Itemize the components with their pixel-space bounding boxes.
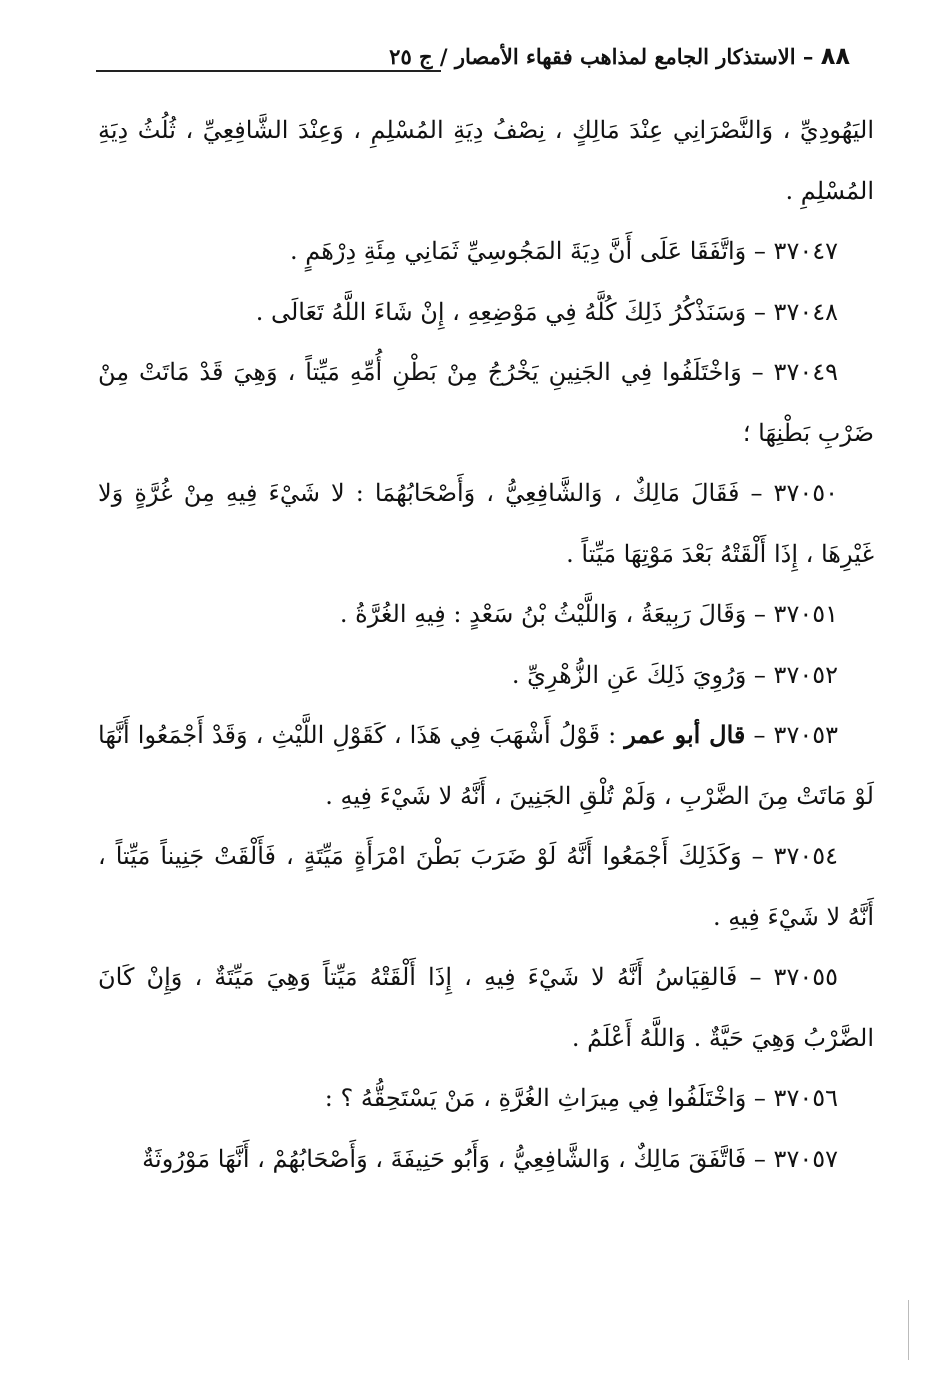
paragraph-37054: ٣٧٠٥٤ – وَكَذَلِكَ أَجْمَعُوا أَنَّهُ لَوْ ضَرَبَ بَطْنَ امْرَأَةٍ مَيِّتَةٍ ، فَأَلْقَتْ جَنِيناً مَيِّتاً ، أَنَّهُ لا شَيْءَ فِيهِ . — [98, 842, 874, 931]
header-rule — [96, 70, 441, 72]
paragraph-text: وَاخْتَلَفُوا فِي مِيرَاثِ الغُرَّةِ ، مَنْ يَسْتَحِقُّهُ ؟ : — [324, 1084, 747, 1112]
paragraph-number: ٣٧٠٥٠ — [773, 479, 838, 507]
paragraph-37053: ٣٧٠٥٣ – قال أبو عمر : قَوْلُ أَشْهَبَ فِي هَذَا ، كَقَوْلِ اللَّيْثِ ، وَقَدْ أَجْمَعُوا أَنَّهَا لَوْ مَاتَتْ مِنَ الضَّرْبِ ، وَلَمْ تُلْقِ الجَنِينَ ، أَنَّهُ لا شَيْءَ فِيهِ . — [98, 720, 874, 810]
paragraph-number: ٣٧٠٥٤ — [773, 842, 838, 870]
main-text — [98, 100, 874, 1189]
paragraph-number: ٣٧٠٤٧ — [773, 237, 838, 265]
paragraph-continuation — [98, 100, 874, 221]
paragraph-text: وَقَالَ رَبِيعَةُ ، وَاللَّيْثُ بْنُ سَعْدٍ : فِيهِ الغُرَّةُ . — [339, 600, 747, 628]
paragraph-text: وَسَنَذْكُرُ ذَلِكَ كُلَّهُ فِي مَوْضِعِهِ ، إِنْ شَاءَ اللَّهُ تَعَالَى . — [255, 297, 747, 326]
paragraph-number: ٣٧٠٥١ — [773, 600, 838, 628]
paragraph-number: ٣٧٠٥٣ — [773, 721, 838, 749]
paragraph-number: ٣٧٠٤٨ — [773, 297, 838, 326]
running-title: الاستذكار الجامع لمذاهب فقهاء الأمصار / ج ٢٥ — [389, 44, 796, 69]
paragraph-text: فَاتَّفَقَ مَالِكٌ ، وَالشَّافِعِيُّ ، وَأَبُو حَنِيفَةَ ، وَأَصْحَابُهُمْ ، أَنَّهَا مَوْرُوثَةٌ — [142, 1144, 747, 1173]
paragraph-text: فَقَالَ مَالِكٌ ، وَالشَّافِعِيُّ ، وَأَصْحَابُهُمَا : لا شَيْءَ فِيهِ مِنْ غُرَّةٍ وَلا غَيْرِهَا ، إِذَا أَلْقَتْهُ بَعْدَ مَوْتِهَا مَيِّتاً . — [98, 479, 874, 568]
page-header — [90, 42, 850, 82]
paragraph-37047: ٣٧٠٤٧ – وَاتَّفَقَا عَلَى أَنَّ دِيَةَ المَجُوسِيِّ ثَمَانِي مِئَةِ دِرْهَمٍ . — [290, 237, 838, 265]
speaker-lead: قال أبو عمر — [624, 720, 746, 749]
paragraph-37057: ٣٧٠٥٧ – فَاتَّفَقَ مَالِكٌ ، وَالشَّافِعِيُّ ، وَأَبُو حَنِيفَةَ ، وَأَصْحَابُهُمْ ، أَنَّهَا مَوْرُوثَةٌ — [142, 1144, 838, 1173]
paragraph-number: ٣٧٠٥٧ — [773, 1144, 838, 1173]
paragraph-37052: ٣٧٠٥٢ – وَرُوِيَ ذَلِكَ عَنِ الزُّهْرِيِّ . — [511, 660, 838, 689]
paragraph-text: فَالقِيَاسُ أَنَّهُ لا شَيْءَ فِيهِ ، إِذَا أَلْقَتْهُ مَيِّتاً وَهِيَ مَيِّتَةٌ ، وَإِنْ كَانَ الضَّرْبُ وَهِيَ حَيَّةٌ . وَاللَّهُ أَعْلَمُ . — [98, 963, 874, 1052]
paragraph-37051: ٣٧٠٥١ – وَقَالَ رَبِيعَةُ ، وَاللَّيْثُ بْنُ سَعْدٍ : فِيهِ الغُرَّةُ . — [339, 600, 838, 628]
paragraph-37048: ٣٧٠٤٨ – وَسَنَذْكُرُ ذَلِكَ كُلَّهُ فِي مَوْضِعِهِ ، إِنْ شَاءَ اللَّهُ تَعَالَى . — [255, 297, 838, 326]
paragraph-text: وَاتَّفَقَا عَلَى أَنَّ دِيَةَ المَجُوسِيِّ ثَمَانِي مِئَةِ دِرْهَمٍ . — [290, 237, 747, 265]
paragraph-number: ٣٧٠٥٢ — [773, 660, 838, 689]
paragraph-text: اليَهُودِيِّ ، وَالنَّصْرَانِي عِنْدَ مَالِكٍ ، نِصْفُ دِيَةِ المُسْلِمِ ، وَعِنْدَ الشَّافِعِيِّ ، ثُلُثُ دِيَةِ المُسْلِمِ . — [98, 116, 874, 205]
paragraph-text: : قَوْلُ أَشْهَبَ فِي هَذَا ، كَقَوْلِ اللَّيْثِ ، وَقَدْ أَجْمَعُوا أَنَّهَا لَوْ مَاتَتْ مِنَ الضَّرْبِ ، وَلَمْ تُلْقِ الجَنِينَ ، أَنَّهُ لا شَيْءَ فِيهِ . — [98, 721, 874, 810]
paragraph-text: وَكَذَلِكَ أَجْمَعُوا أَنَّهُ لَوْ ضَرَبَ بَطْنَ امْرَأَةٍ مَيِّتَةٍ ، فَأَلْقَتْ جَنِيناً مَيِّتاً ، أَنَّهُ لا شَيْءَ فِيهِ . — [98, 842, 874, 931]
paragraph-37049: ٣٧٠٤٩ – وَاخْتَلَفُوا فِي الجَنِينِ يَخْرُجُ مِنْ بَطْنِ أُمِّهِ مَيِّتاً ، وَهِيَ قَدْ مَاتَتْ مِنْ ضَرْبِ بَطْنِهَا ؛ — [98, 358, 874, 447]
paragraph-number: ٣٧٠٤٩ — [773, 358, 838, 386]
header-separator: – — [795, 44, 821, 69]
page-number: ٨٨ — [820, 42, 850, 70]
paragraph-number: ٣٧٠٥٦ — [773, 1084, 838, 1112]
paragraph-37055: ٣٧٠٥٥ – فَالقِيَاسُ أَنَّهُ لا شَيْءَ فِيهِ ، إِذَا أَلْقَتْهُ مَيِّتاً وَهِيَ مَيِّتَةٌ ، وَإِنْ كَانَ الضَّرْبُ وَهِيَ حَيَّةٌ . وَاللَّهُ أَعْلَمُ . — [98, 963, 874, 1052]
paragraph-text: وَاخْتَلَفُوا فِي الجَنِينِ يَخْرُجُ مِنْ بَطْنِ أُمِّهِ مَيِّتاً ، وَهِيَ قَدْ مَاتَتْ مِنْ ضَرْبِ بَطْنِهَا ؛ — [98, 358, 874, 447]
running-header — [389, 42, 850, 70]
paragraph-number: ٣٧٠٥٥ — [773, 963, 838, 991]
scan-edge-mark — [908, 1300, 909, 1360]
paragraph-37056: ٣٧٠٥٦ – وَاخْتَلَفُوا فِي مِيرَاثِ الغُرَّةِ ، مَنْ يَسْتَحِقُّهُ ؟ : — [324, 1084, 838, 1112]
paragraph-37050: ٣٧٠٥٠ – فَقَالَ مَالِكٌ ، وَالشَّافِعِيُّ ، وَأَصْحَابُهُمَا : لا شَيْءَ فِيهِ مِنْ غُرَّةٍ وَلا غَيْرِهَا ، إِذَا أَلْقَتْهُ بَعْدَ مَوْتِهَا مَيِّتاً . — [98, 479, 874, 568]
paragraph-text: وَرُوِيَ ذَلِكَ عَنِ الزُّهْرِيِّ . — [511, 660, 747, 689]
